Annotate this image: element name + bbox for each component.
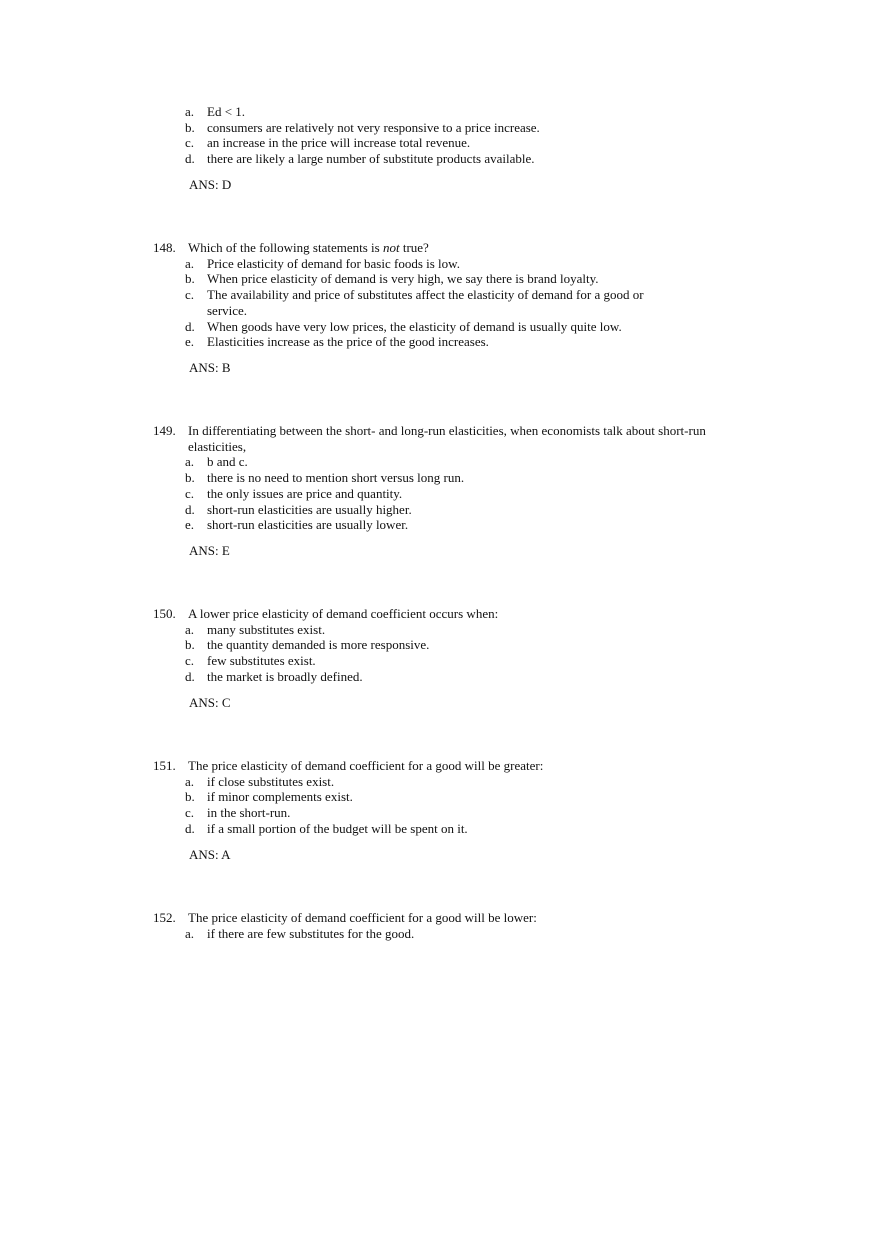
option-letter: d.	[185, 151, 195, 167]
question-text: The price elasticity of demand coefficient for a good will be greater:	[188, 758, 544, 773]
option-letter: b.	[185, 470, 195, 486]
option-text: many substitutes exist.	[207, 621, 326, 637]
option-letter: a.	[185, 621, 195, 637]
question-number: 152.	[153, 910, 176, 925]
option-text: Price elasticity of demand for basic foods is low.	[207, 255, 460, 271]
option-b	[0, 637, 880, 653]
question-stem	[0, 240, 880, 256]
option-text: Elasticities increase as the price of the good increases.	[207, 334, 489, 350]
question-text: In differentiating between the short- and long-run elasticities, when economists talk about short-run elasticities,	[188, 423, 706, 454]
option-letter: e.	[185, 334, 195, 350]
question-147-continued	[0, 104, 880, 193]
option-c	[0, 287, 880, 318]
option-c	[0, 805, 880, 821]
option-text: Ed < 1.	[207, 104, 246, 119]
answer: ANS: E	[189, 542, 230, 558]
question-152	[0, 910, 880, 941]
option-d	[0, 669, 880, 685]
question-stem	[0, 423, 880, 454]
option-letter: c.	[185, 653, 195, 669]
question-text: The price elasticity of demand coefficient for a good will be lower:	[188, 910, 537, 925]
option-letter: d.	[185, 501, 195, 517]
option-letter: c.	[185, 135, 195, 151]
answer: ANS: B	[189, 359, 231, 375]
option-letter: e.	[185, 517, 195, 533]
option-a	[0, 104, 880, 120]
option-text: if minor complements exist.	[207, 789, 353, 805]
option-d	[0, 151, 880, 167]
option-b	[0, 470, 880, 486]
option-letter: b.	[185, 119, 195, 135]
question-stem	[0, 758, 880, 774]
question-stem	[0, 606, 880, 622]
question-text-part: true?	[399, 240, 429, 255]
option-text: if a small portion of the budget will be spent on it.	[207, 820, 468, 836]
option-letter: a.	[185, 454, 195, 470]
answer: ANS: C	[189, 694, 231, 710]
option-text: The availability and price of substitutes affect the elasticity of demand for a good or service.	[207, 287, 644, 318]
option-letter: c.	[185, 485, 195, 501]
option-letter: b.	[185, 271, 195, 287]
option-text: short-run elasticities are usually lower.	[207, 517, 409, 533]
question-number: 148.	[153, 240, 176, 255]
question-150	[0, 606, 880, 710]
option-text: there are likely a large number of substitute products available.	[207, 151, 535, 167]
option-letter: d.	[185, 668, 195, 684]
option-text: there is no need to mention short versus long run.	[207, 470, 465, 486]
option-letter: d.	[185, 318, 195, 334]
option-letter: a.	[185, 773, 195, 789]
question-stem	[0, 910, 880, 926]
option-c	[0, 486, 880, 502]
question-number: 149.	[153, 423, 176, 438]
question-text: A lower price elasticity of demand coefficient occurs when:	[188, 606, 499, 621]
option-letter: a.	[185, 255, 195, 271]
option-text: When goods have very low prices, the elasticity of demand is usually quite low.	[207, 318, 622, 334]
question-148	[0, 240, 880, 376]
answer: ANS: D	[189, 176, 232, 192]
option-c	[0, 135, 880, 151]
option-d	[0, 821, 880, 837]
option-text: in the short-run.	[207, 805, 291, 821]
option-text: the only issues are price and quantity.	[207, 485, 403, 501]
question-number: 151.	[153, 758, 176, 773]
option-e	[0, 334, 880, 350]
option-d	[0, 502, 880, 518]
option-b	[0, 271, 880, 287]
option-text: b and c.	[207, 454, 248, 470]
option-text: consumers are relatively not very responsive to a price increase.	[207, 119, 540, 135]
question-149	[0, 423, 880, 559]
option-a	[0, 454, 880, 470]
option-a	[0, 926, 880, 942]
option-e	[0, 517, 880, 533]
question-text	[188, 240, 740, 256]
option-letter: a.	[185, 925, 195, 941]
option-text: short-run elasticities are usually higher.	[207, 501, 412, 517]
option-letter: b.	[185, 637, 195, 653]
option-a	[0, 774, 880, 790]
option-text: few substitutes exist.	[207, 653, 316, 669]
option-letter: c.	[185, 287, 195, 303]
option-text: When price elasticity of demand is very high, we say there is brand loyalty.	[207, 271, 599, 287]
option-letter: c.	[185, 805, 195, 821]
option-letter: b.	[185, 789, 195, 805]
question-text-part: Which of the following statements is	[188, 240, 383, 255]
option-c	[0, 653, 880, 669]
option-text: the quantity demanded is more responsive.	[207, 637, 430, 653]
question-151	[0, 758, 880, 862]
option-b	[0, 120, 880, 136]
option-b	[0, 789, 880, 805]
option-text: an increase in the price will increase total revenue.	[207, 135, 471, 151]
option-a	[0, 256, 880, 272]
answer: ANS: A	[189, 846, 231, 862]
option-text: if close substitutes exist.	[207, 773, 335, 789]
option-d	[0, 319, 880, 335]
option-text: if there are few substitutes for the good.	[207, 925, 415, 941]
option-letter: a.	[185, 104, 195, 119]
question-text-emphasis: not	[382, 240, 400, 255]
option-text: the market is broadly defined.	[207, 668, 363, 684]
option-a	[0, 622, 880, 638]
question-number: 150.	[153, 606, 176, 621]
option-letter: d.	[185, 820, 195, 836]
